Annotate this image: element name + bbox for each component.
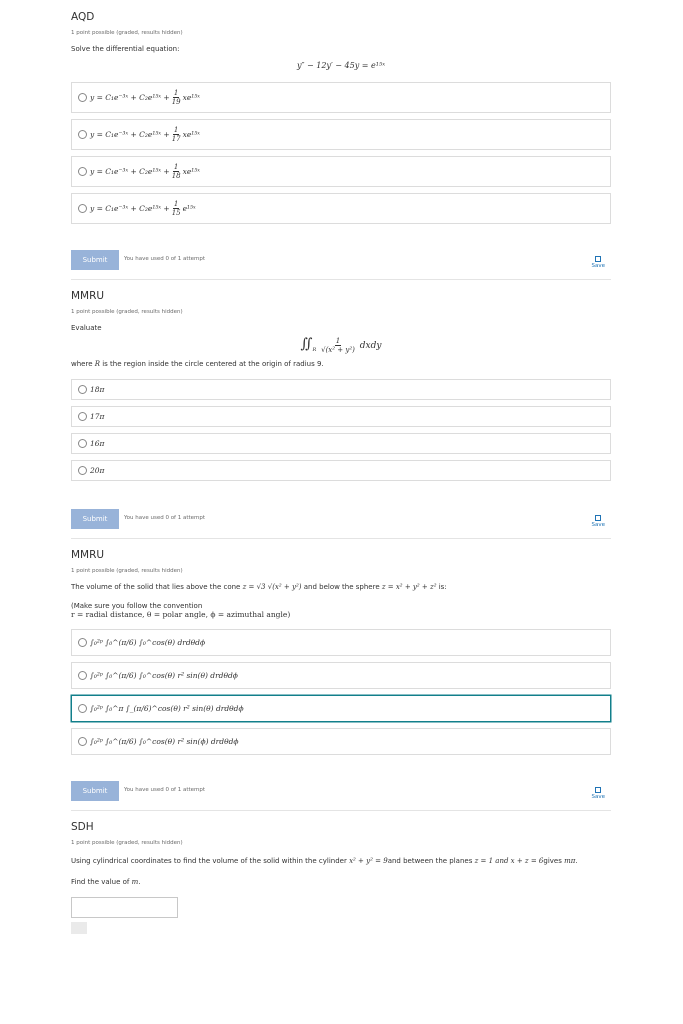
option-tail: xe¹⁵ˣ xyxy=(182,167,200,176)
fraction-denominator: 15 xyxy=(171,209,181,217)
fraction-numerator: 1 xyxy=(173,126,179,134)
save-button[interactable] xyxy=(591,515,605,528)
answer-option-1[interactable] xyxy=(71,82,611,113)
problem-actions xyxy=(71,781,611,803)
integral-sign: ∬ xyxy=(300,336,313,352)
option-text: y = C₁e⁻³ˣ + C₂e¹⁵ˣ + xyxy=(90,204,170,213)
problem-mmru-1 xyxy=(71,280,611,539)
find-prefix: Find the value of xyxy=(71,878,132,886)
prompt-text: The volume of the solid that lies above the cone xyxy=(71,583,243,591)
region-description xyxy=(71,360,611,368)
save-label: Save xyxy=(591,794,605,800)
radio-button[interactable] xyxy=(78,737,87,746)
option-tail: xe¹⁵ˣ xyxy=(182,93,200,102)
fraction-numerator: 1 xyxy=(173,200,179,208)
prompt-gives-text: gives xyxy=(543,857,565,865)
option-text: 20π xyxy=(90,466,105,475)
attempts-text: You have used 0 of 1 attempt xyxy=(124,256,206,262)
problem-prompt: Evaluate xyxy=(71,324,102,332)
answer-option-3-selected[interactable] xyxy=(71,695,611,722)
m-pi: mπ xyxy=(564,857,576,865)
answer-option-1[interactable] xyxy=(71,629,611,656)
sphere-equation: z = x² + y² + z² xyxy=(381,583,437,591)
prompt-end-text: . xyxy=(575,857,578,865)
fraction-numerator: 1 xyxy=(173,89,179,97)
fraction-denominator: √(x² + y²) xyxy=(321,346,355,354)
option-text: 18π xyxy=(90,385,105,394)
fraction-denominator: 18 xyxy=(171,172,181,180)
integral-differential: dxdy xyxy=(359,341,382,351)
region-variable: R xyxy=(94,360,101,368)
save-icon xyxy=(595,515,601,521)
option-text: 17π xyxy=(90,412,105,421)
integral-region: R xyxy=(312,346,317,353)
submit-button[interactable]: Submit xyxy=(71,509,119,529)
submit-button-partial[interactable] xyxy=(71,922,87,934)
radio-button[interactable] xyxy=(78,93,87,102)
save-label: Save xyxy=(591,263,605,269)
problem-prompt xyxy=(71,857,611,865)
radio-button[interactable] xyxy=(78,167,87,176)
problem-title: SDH xyxy=(71,821,94,833)
option-tail: e¹⁵ˣ xyxy=(182,204,196,213)
answer-option-4[interactable] xyxy=(71,460,611,481)
option-text: y = C₁e⁻³ˣ + C₂e¹⁵ˣ + xyxy=(90,167,170,176)
find-text xyxy=(71,878,611,886)
radio-button[interactable] xyxy=(78,466,87,475)
radio-button[interactable] xyxy=(78,439,87,448)
fraction xyxy=(172,200,181,217)
answer-option-4[interactable] xyxy=(71,728,611,755)
submit-button[interactable]: Submit xyxy=(71,250,119,270)
problem-actions xyxy=(71,250,611,272)
problem-aqd xyxy=(71,0,611,280)
option-text: ∫₀²ᵖ ∫₀^(π/6) ∫₀^cos(θ) drdθdϕ xyxy=(90,638,206,647)
problem-prompt: Solve the differential equation: xyxy=(71,45,180,53)
find-variable: m xyxy=(131,878,139,886)
answer-option-2[interactable] xyxy=(71,662,611,689)
problem-meta: 1 point possible (graded, results hidden) xyxy=(71,568,183,574)
problem-meta: 1 point possible (graded, results hidden) xyxy=(71,30,183,36)
answer-input[interactable] xyxy=(71,897,178,918)
find-suffix: . xyxy=(138,878,141,886)
radio-button[interactable] xyxy=(78,704,87,713)
problems-container xyxy=(71,0,611,934)
planes-equation: z = 1 and x + z = 6 xyxy=(474,857,544,865)
option-tail: xe¹⁵ˣ xyxy=(182,130,200,139)
answer-option-3[interactable] xyxy=(71,156,611,187)
fraction xyxy=(172,163,181,180)
problem-title: AQD xyxy=(71,11,95,23)
answer-option-3[interactable] xyxy=(71,433,611,454)
answer-option-2[interactable] xyxy=(71,406,611,427)
convention-line-1: (Make sure you follow the convention xyxy=(71,602,203,610)
fraction xyxy=(172,126,181,143)
cylinder-equation: x² + y² = 9 xyxy=(349,857,388,865)
problem-mmru-2 xyxy=(71,539,611,811)
convention-note xyxy=(71,602,611,619)
option-text: ∫₀²ᵖ ∫₀^(π/6) ∫₀^cos(θ) r² sin(ϕ) drdθdϕ xyxy=(90,737,239,746)
problem-title: MMRU xyxy=(71,290,105,302)
where-rest-text: is the region inside the circle centered at the origin of radius 9. xyxy=(100,360,324,368)
problem-sdh xyxy=(71,811,611,934)
radio-button[interactable] xyxy=(78,412,87,421)
problem-prompt xyxy=(71,583,611,591)
fraction xyxy=(172,89,181,106)
answer-option-1[interactable] xyxy=(71,379,611,400)
prompt-mid-text: and between the planes xyxy=(387,857,475,865)
option-text: y = C₁e⁻³ˣ + C₂e¹⁵ˣ + xyxy=(90,93,170,102)
double-integral xyxy=(71,336,611,354)
attempts-text: You have used 0 of 1 attempt xyxy=(124,787,206,793)
fraction-denominator: 17 xyxy=(171,135,181,143)
differential-equation: y″ − 12y′ − 45y = e¹⁵ˣ xyxy=(296,61,386,70)
save-label: Save xyxy=(591,522,605,528)
save-button[interactable] xyxy=(591,256,605,269)
convention-line-2: r = radial distance, θ = polar angle, ϕ = azimuthal angle) xyxy=(71,610,291,619)
attempts-text: You have used 0 of 1 attempt xyxy=(124,515,206,521)
option-text: y = C₁e⁻³ˣ + C₂e¹⁵ˣ + xyxy=(90,130,170,139)
integrand-fraction xyxy=(321,337,355,354)
cone-equation: z = √3 √(x² + y²) xyxy=(242,583,302,591)
radio-button[interactable] xyxy=(78,638,87,647)
option-text: ∫₀²ᵖ ∫₀^(π/6) ∫₀^cos(θ) r² sin(θ) drdθdϕ xyxy=(90,671,238,680)
problem-actions xyxy=(71,509,611,531)
answer-option-4[interactable] xyxy=(71,193,611,224)
submit-button[interactable]: Submit xyxy=(71,781,119,801)
where-text: where xyxy=(71,360,95,368)
fraction-numerator: 1 xyxy=(173,163,179,171)
save-icon xyxy=(595,256,601,262)
radio-button[interactable] xyxy=(78,385,87,394)
option-text: ∫₀²ᵖ ∫₀^π ∫_(π/6)^cos(θ) r² sin(θ) drdθdϕ xyxy=(90,704,244,713)
prompt-end-text: is: xyxy=(436,583,447,591)
fraction-numerator: 1 xyxy=(335,337,341,345)
radio-button[interactable] xyxy=(78,130,87,139)
save-icon xyxy=(595,787,601,793)
prompt-text: Using cylindrical coordinates to find the volume of the solid within the cylinder xyxy=(71,857,350,865)
problem-meta: 1 point possible (graded, results hidden) xyxy=(71,840,183,846)
answer-option-2[interactable] xyxy=(71,119,611,150)
option-text: 16π xyxy=(90,439,105,448)
fraction-denominator: 19 xyxy=(171,98,181,106)
radio-button[interactable] xyxy=(78,204,87,213)
save-button[interactable] xyxy=(591,787,605,800)
prompt-mid-text: and below the sphere xyxy=(301,583,382,591)
problem-title: MMRU xyxy=(71,549,105,561)
radio-button[interactable] xyxy=(78,671,87,680)
problem-meta: 1 point possible (graded, results hidden) xyxy=(71,309,183,315)
